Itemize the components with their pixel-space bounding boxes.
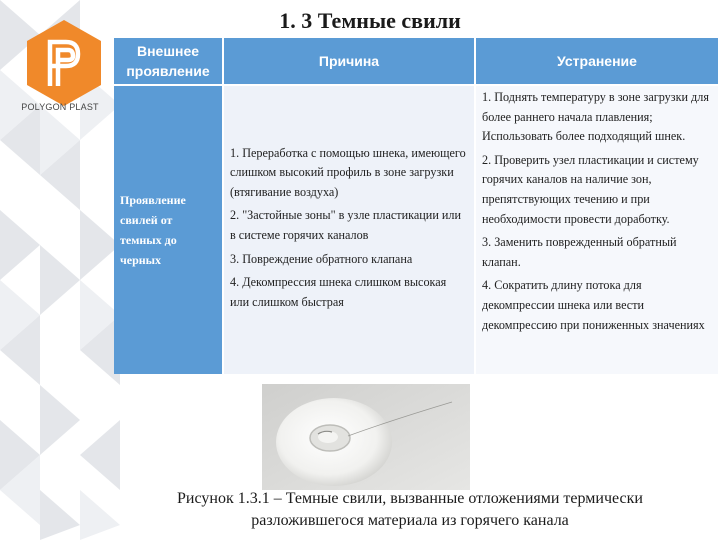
remedy-item: 4. Сократить длину потока для декомпрессии шнека или вести декомпрессию при пониженных значениях [482,278,705,332]
figure-caption: Рисунок 1.3.1 – Темные свили, вызванные отложениями термически разложившегося материала из горячего канала [177,490,643,529]
defect-photo [262,384,470,490]
logo-wordmark: POLYGON PLAST [21,102,99,112]
header-cause: Причина [224,38,476,84]
cause-item: 3. Повреждение обратного клапана [230,251,413,266]
remedy-item: 3. Заменить поврежденный обратный клапан. [482,235,677,269]
remedy-item: 2. Проверить узел пластикации и систему горячих каналов на наличие зон, препятствующих течению и при необходимости провести доработку. [482,152,699,226]
cell-remedies [476,86,718,374]
remedy-item: 1. Поднять температуру в зоне загрузки для более раннего начала плавления; Использовать более подходящий шнек. [482,90,709,144]
cause-item: 1. Переработка с помощью шнека, имеющего слишком высокий профиль в зоне загрузки (втягивание воздуха) [230,145,466,199]
header-appearance: Внешнее проявление [114,38,224,84]
cell-appearance: Проявление свилей от темных до черных [114,86,224,374]
defects-table [114,38,718,374]
header-remedy: Устранение [476,38,718,84]
cell-causes [224,86,476,374]
slide-title: 1. 3 Темные свили [279,8,461,33]
cause-item: 4. Декомпрессия шнека слишком высокая или слишком быстрая [230,275,447,309]
cause-item: 2. "Застойные зоны" в узле пластикации или в системе горячих каналов [230,208,462,242]
